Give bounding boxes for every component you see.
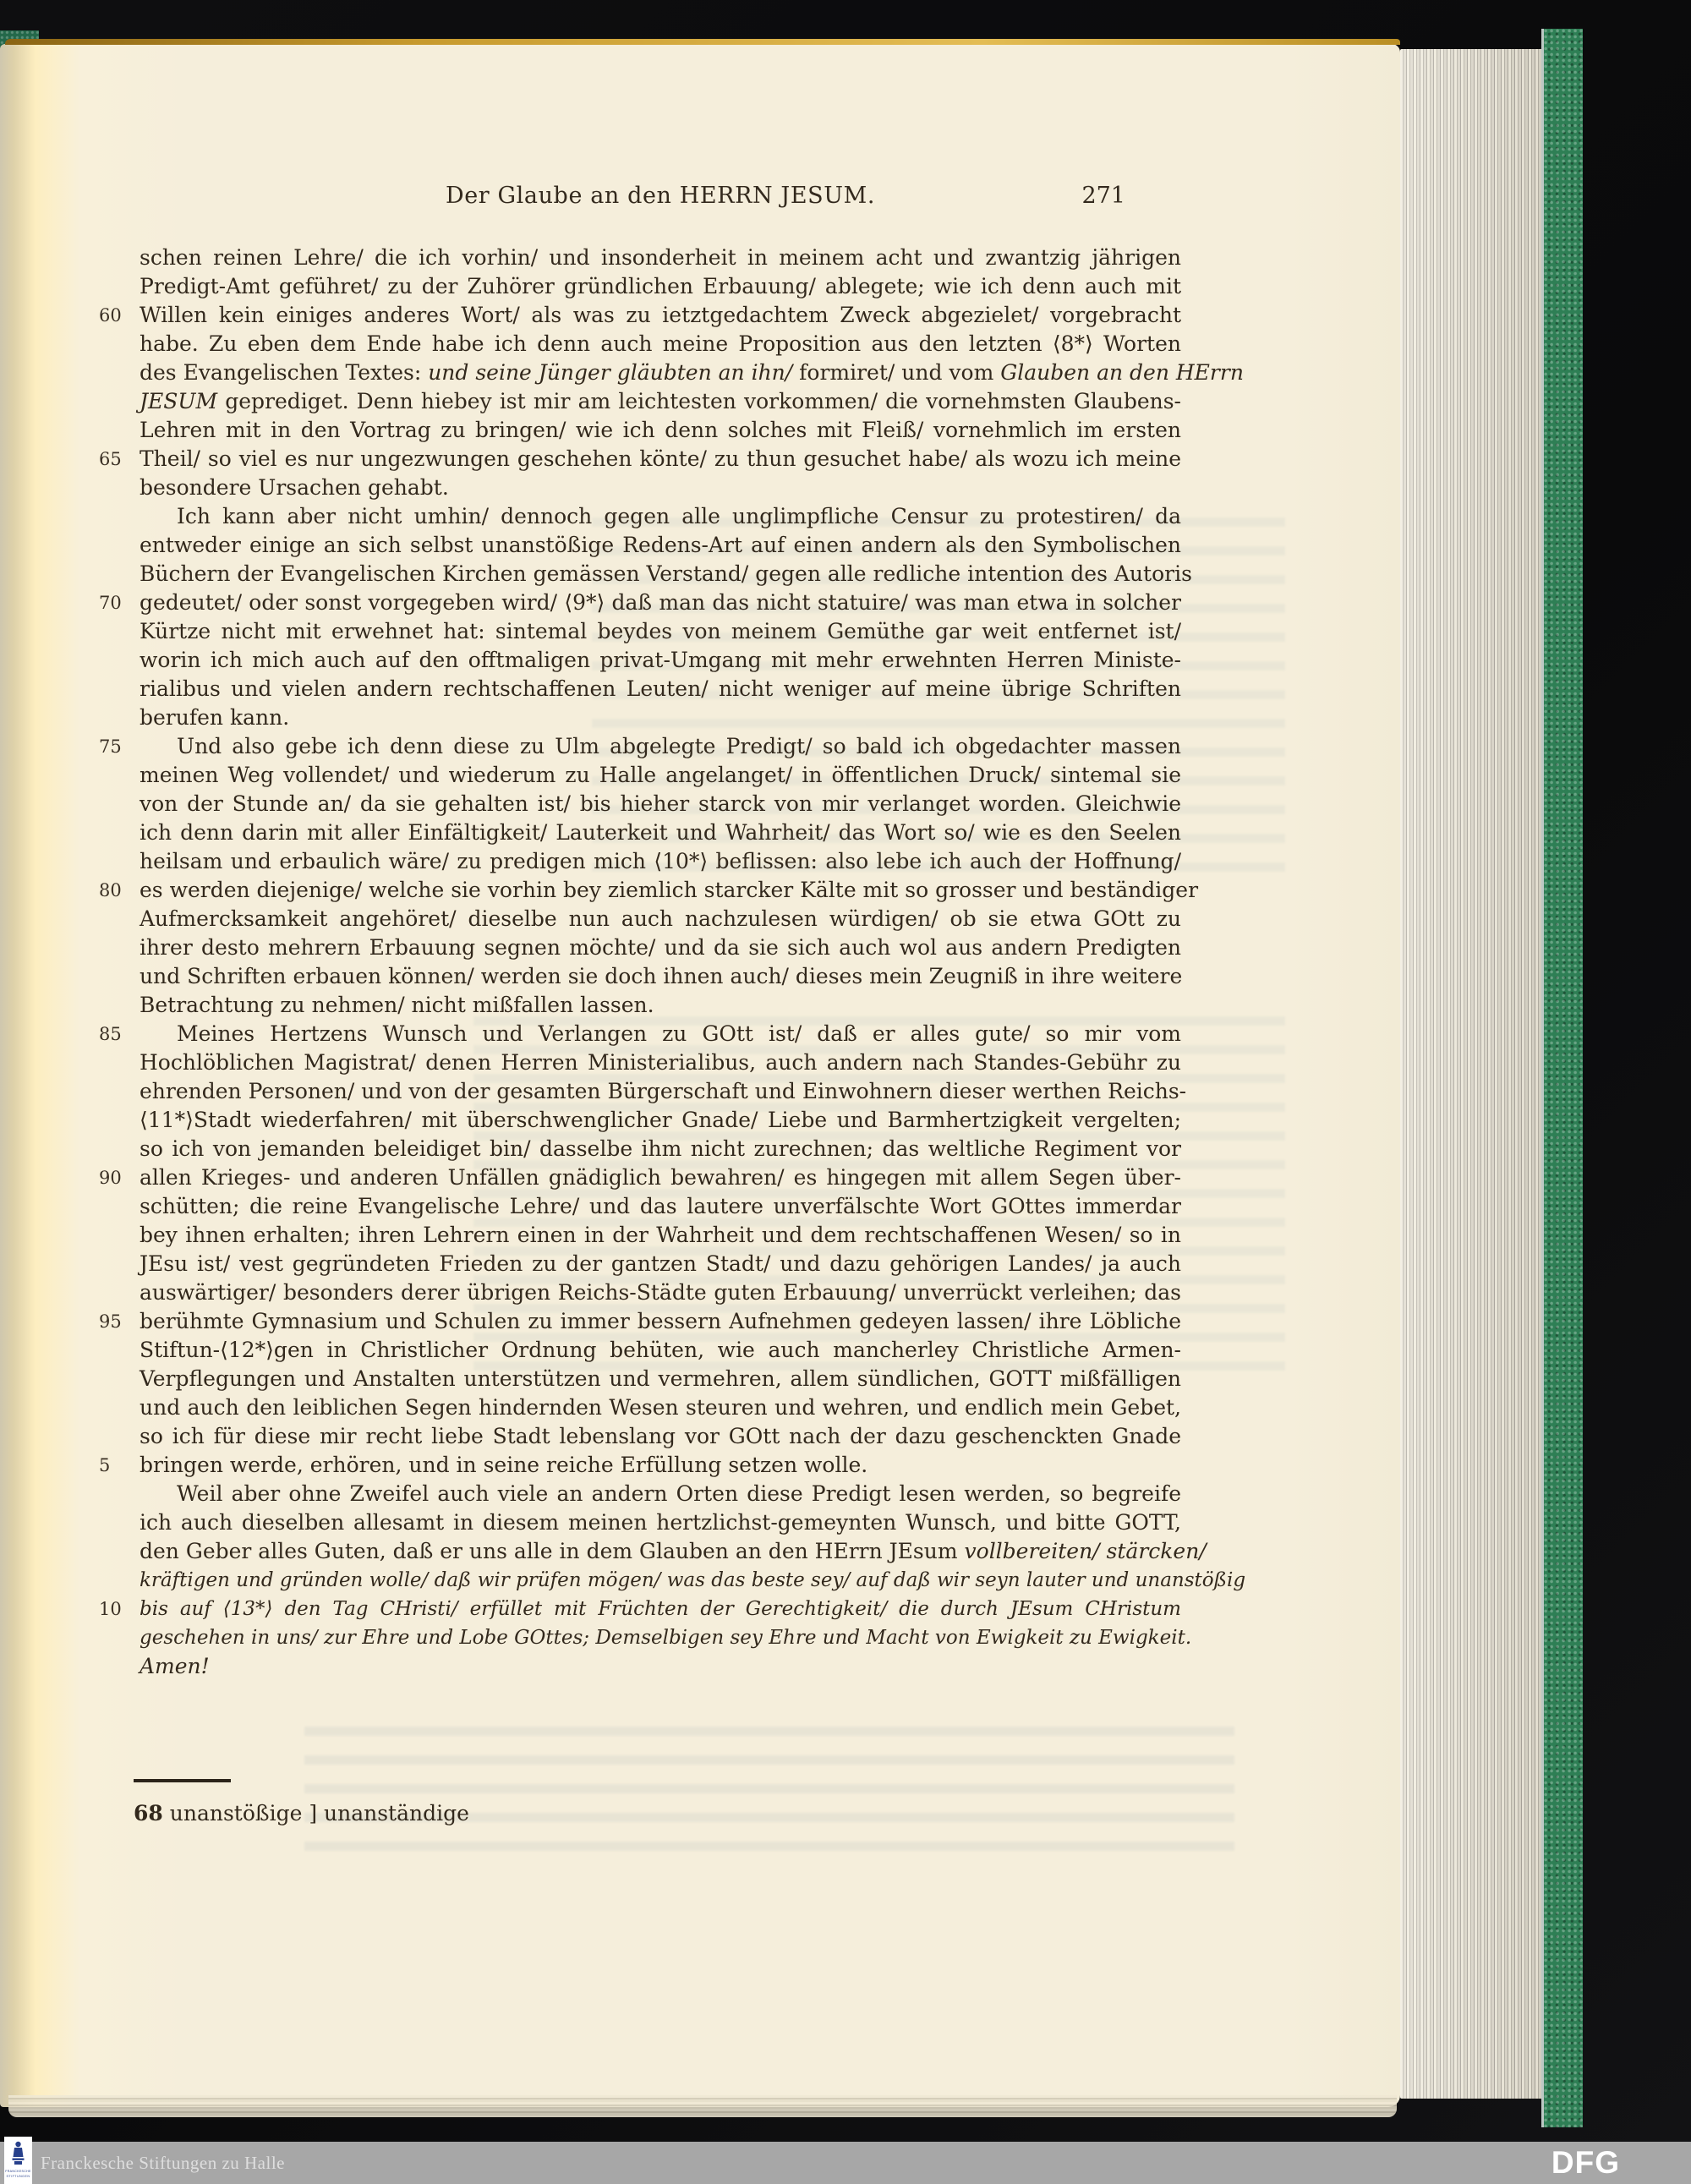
text-segment: heilsam und erbaulich wäre/ zu predigen mich ⟨10*⟩ beflissen: also lebe ich auch der Hoffnung/ [140, 849, 1181, 873]
library-name: Franckesche Stiftungen zu Halle [41, 2153, 285, 2173]
text-block [99, 244, 1246, 1681]
text-line [140, 1365, 1181, 1393]
line-number: 70 [99, 593, 122, 613]
text-segment: Predigt-Amt geführet/ zu der Zuhörer gründlichen Erbauung/ ablegete; wie ich denn auch mit [140, 274, 1181, 298]
text-line [140, 1250, 1181, 1278]
text-segment: berufen kann. [140, 705, 290, 730]
text-line [140, 847, 1181, 876]
italic-text-segment: bis auf ⟨13*⟩ den Tag CHristi/ erfüllet mit Früchten der Gerechtigkeit/ die durch JEsum CHristum [140, 1598, 1181, 1620]
text-segment: JEsu ist/ vest gegründeten Frieden zu der gantzen Stadt/ und dazu gehörigen Landes/ ja auch [140, 1251, 1181, 1276]
text-line [140, 1106, 1181, 1135]
text-segment: ich denn darin mit aller Einfältigkeit/ Lauterkeit und Wahrheit/ das Wort so/ wie es den Seelen [140, 820, 1181, 845]
line-number: 65 [99, 449, 122, 469]
line-number: 90 [99, 1168, 122, 1188]
footnote-number: 68 [134, 1801, 163, 1825]
logo-caption-line2: STIFTUNGEN [6, 2175, 30, 2178]
text-line [140, 1135, 1181, 1163]
italic-text-segment: vollbereiten/ stärcken/ [964, 1539, 1207, 1563]
text-segment: ehrenden Personen/ und von der gesamten Bürgerschaft und Einwohnern dieser werthen Reichs- [140, 1079, 1187, 1103]
text-line [140, 473, 1181, 502]
page-edges-stack [1400, 49, 1544, 2099]
text-segment: besondere Ursachen gehabt. [140, 475, 449, 500]
text-line [140, 933, 1181, 962]
text-line [140, 1336, 1181, 1365]
text-segment: gedeutet/ oder sonst vorgegeben wird/ ⟨9*⟩ daß man das nicht statuire/ was man etwa in solcher [140, 590, 1181, 615]
text-line [140, 790, 1181, 818]
bleed-through-text [304, 1727, 1234, 1862]
text-line [140, 646, 1181, 675]
text-line [140, 1192, 1181, 1221]
text-segment: so ich von jemanden beleidiget bin/ dasselbe ihm nicht zurechnen; das weltliche Regiment vor [140, 1136, 1181, 1161]
line-number: 60 [99, 305, 122, 326]
text-line [140, 1652, 1181, 1681]
text-segment: Aufmercksamkeit angehöret/ dieselbe nun auch nachzulesen würdigen/ ob sie etwa GOtt zu [140, 906, 1181, 931]
text-segment: von der Stunde an/ da sie gehalten ist/ bis hieher starck von mir verlanget worden. Gleichwie [140, 791, 1181, 816]
text-segment: schen reinen Lehre/ die ich vorhin/ und insonderheit in meinem acht und zwantzig jährigen [140, 245, 1181, 270]
text-segment: berühmte Gymnasium und Schulen zu immer bessern Aufnehmen gedeyen lassen/ ihre Löbliche [140, 1309, 1181, 1333]
italic-text-segment: und seine Jünger gläubten an ihn/ [428, 360, 793, 385]
running-header-title: Der Glaube an den HERRN JESUM. [445, 183, 876, 209]
text-segment: formiret/ und vom [792, 360, 1001, 385]
text-segment: und Schriften erbauen können/ werden sie doch ihnen auch/ dieses mein Zeugniß in ihre weitere [140, 964, 1183, 988]
text-segment: Kürtze nicht mit erwehnet hat: sintemal beydes von meinem Gemüthe gar weit entfernet ist/ [140, 619, 1181, 643]
text-line [140, 1221, 1181, 1250]
text-segment: allen Krieges- und anderen Unfällen gnädiglich bewahren/ es hingegen mit allem Segen über- [140, 1165, 1181, 1190]
text-segment: Lehren mit in den Vortrag zu bringen/ wie ich denn solches mit Fleiß/ vornehmlich im ersten [140, 418, 1181, 442]
logo-caption-line1: FRANCKESCHE [5, 2170, 31, 2173]
text-segment: den Geber alles Guten, daß er uns alle in dem Glauben an den HErrn JEsum [140, 1539, 965, 1563]
text-segment: geprediget. Denn hiebey ist mir am leichtesten vorkommen/ die vornehmsten Glaubens- [217, 389, 1181, 413]
text-segment: Und also gebe ich denn diese zu Ulm abgelegte Predigt/ so bald ich obgedachter massen [177, 734, 1181, 758]
text-line [140, 991, 1181, 1020]
text-line [140, 1077, 1187, 1106]
text-line [99, 876, 1199, 905]
text-line [140, 359, 1244, 387]
text-line [99, 732, 1181, 761]
text-segment: so ich für diese mir recht liebe Stadt lebenslang vor GOtt nach der dazu geschenckten Gnade [140, 1424, 1181, 1448]
text-segment: und auch den leiblichen Segen hindernden Wesen steuren und wehren, und endlich mein Gebet, [140, 1395, 1181, 1420]
dfg-logo: DFG [1551, 2145, 1620, 2180]
text-line [140, 1393, 1181, 1422]
text-line [140, 617, 1181, 646]
text-segment: schütten; die reine Evangelische Lehre/ und das lautere unverfälschte Wort GOttes immerdar [140, 1194, 1181, 1218]
text-segment: Stiftun-⟨12*⟩gen in Christlicher Ordnung behüten, wie auch mancherley Christliche Armen- [140, 1338, 1181, 1362]
text-line [99, 1595, 1181, 1623]
text-segment: Verpflegungen und Anstalten unterstützen und vermehren, allem sündlichen, GOTT mißfälligen [140, 1366, 1181, 1391]
text-line [99, 1163, 1181, 1192]
text-line [140, 244, 1181, 272]
book-cover-right [1544, 29, 1583, 2127]
text-segment: Meines Hertzens Wunsch und Verlangen zu GOtt ist/ daß er alles gute/ so mir vom [177, 1021, 1181, 1046]
text-line [99, 1451, 1181, 1480]
text-segment: ⟨11*⟩Stadt wiederfahren/ mit überschwenglicher Gnade/ Liebe und Barmhertzigkeit vergelten; [140, 1108, 1181, 1132]
text-segment: worin ich mich auch auf den offtmaligen privat-Umgang mit mehr erwehnten Herren Ministe- [140, 648, 1181, 672]
text-line [99, 1020, 1181, 1048]
italic-text-segment: JESUM [140, 389, 218, 413]
line-number: 75 [99, 736, 122, 757]
italic-text-segment: kräftigen und gründen wolle/ daß wir prüfen mögen/ was das beste sey/ auf daß wir seyn lauter und unanstößig [140, 1569, 1246, 1591]
text-segment: Weil aber ohne Zweifel auch viele an andern Orten diese Predigt lesen werden, so begreife [177, 1481, 1181, 1506]
text-line [140, 675, 1181, 703]
text-line [140, 560, 1192, 588]
text-line [140, 1566, 1246, 1595]
text-line [140, 703, 1181, 732]
text-line [140, 502, 1181, 531]
text-line [140, 1480, 1181, 1508]
text-line [140, 416, 1181, 445]
text-segment: auswärtiger/ besonders derer übrigen Reichs-Städte guten Erbauung/ unverrückt verleihen; das [140, 1280, 1181, 1305]
text-line [140, 905, 1181, 933]
text-line [99, 445, 1181, 473]
line-number: 10 [99, 1599, 122, 1619]
text-line [140, 531, 1181, 560]
footer-bar [0, 2142, 1691, 2184]
italic-text-segment: Amen! [140, 1654, 210, 1678]
text-segment: meinen Weg vollendet/ und wiederum zu Halle angelanget/ in öffentlichen Druck/ sintemal sie [140, 763, 1181, 787]
text-segment: bey ihnen erhalten; ihren Lehrern einen in der Wahrheit und dem rechtschaffenen Wesen/ so in [140, 1223, 1181, 1247]
franckesche-stiftungen-logo [4, 2137, 32, 2184]
line-number: 95 [99, 1311, 122, 1332]
text-line [140, 1537, 1207, 1566]
text-segment: des Evangelischen Textes: [140, 360, 429, 385]
footnote [134, 1801, 469, 1825]
text-segment: ich auch dieselben allesamt in diesem meinen hertzlichst-gemeynten Wunsch, und bitte GOTT, [140, 1510, 1181, 1535]
text-segment: ihrer desto mehrern Erbauung segnen möchte/ und da sie sich auch wol aus andern Predigten [140, 935, 1181, 960]
text-line [140, 1508, 1181, 1537]
text-line [140, 962, 1181, 991]
line-number: 80 [99, 880, 122, 900]
text-segment: bringen werde, erhören, und in seine reiche Erfüllung setzen wolle. [140, 1453, 868, 1477]
text-segment: entweder einige an sich selbst unanstößige Redens-Art auf einen andern als den Symbolischen [140, 533, 1181, 557]
text-segment: Hochlöblichen Magistrat/ denen Herren Ministerialibus, auch andern nach Standes-Gebühr zu [140, 1050, 1181, 1075]
text-segment: habe. Zu eben dem Ende habe ich denn auch meine Proposition aus den letzten ⟨8*⟩ Worten [140, 331, 1181, 356]
text-segment: rialibus und vielen andern rechtschaffenen Leuten/ nicht weniger auf meine übrige Schriften [140, 676, 1181, 701]
text-line [140, 1048, 1181, 1077]
footnote-text: unanstößige ] unanständige [162, 1801, 469, 1825]
line-number: 5 [99, 1455, 111, 1475]
italic-text-segment: Glauben an den HErrn [1000, 360, 1244, 385]
text-segment: Büchern der Evangelischen Kirchen gemässen Verstand/ gegen alle redliche intention des Autoris [140, 561, 1192, 586]
text-line [140, 330, 1181, 359]
statue-icon [4, 2137, 32, 2184]
text-segment: es werden diejenige/ welche sie vorhin bey ziemlich starcker Kälte mit so grosser und beständiger [140, 878, 1199, 902]
text-line [140, 1422, 1181, 1451]
text-segment: Willen kein einiges anderes Wort/ als was zu ietztgedachtem Zweck abgezielet/ vorgebracht [140, 303, 1181, 327]
page-number: 271 [1081, 183, 1125, 209]
footnote-rule [134, 1779, 231, 1782]
text-line [140, 818, 1181, 847]
line-number: 85 [99, 1024, 122, 1044]
running-header-row [140, 183, 1181, 216]
text-line [140, 272, 1181, 301]
text-line [140, 1278, 1181, 1307]
text-segment: Theil/ so viel es nur ungezwungen geschehen könte/ zu thun gesuchet habe/ als wozu ich meine [140, 446, 1181, 471]
text-line [140, 1623, 1192, 1652]
italic-text-segment: geschehen in uns/ zur Ehre und Lobe GOttes; Demselbigen sey Ehre und Macht von Ewigkeit zu Ewigkeit. [140, 1627, 1192, 1649]
text-line [140, 387, 1181, 416]
text-line [99, 588, 1181, 617]
text-line [140, 761, 1181, 790]
text-segment: Ich kann aber nicht umhin/ dennoch gegen alle unglimpfliche Censur zu protestiren/ da [177, 504, 1181, 528]
text-line [99, 301, 1181, 330]
text-line [99, 1307, 1181, 1336]
text-segment: Betrachtung zu nehmen/ nicht mißfallen lassen. [140, 993, 654, 1017]
